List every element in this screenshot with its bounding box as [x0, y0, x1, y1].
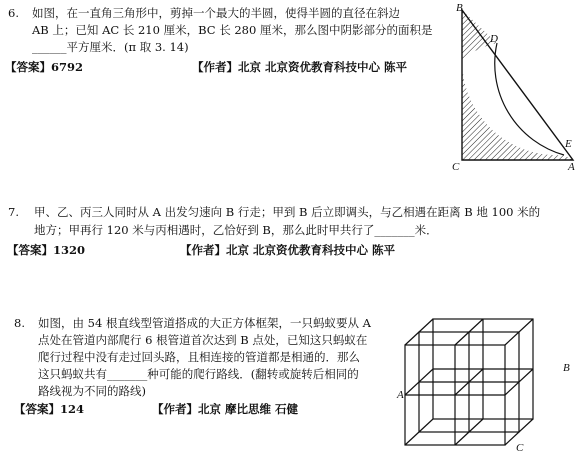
q6-answer: 【答案】6792 [5, 60, 84, 74]
q6-label-e: E [565, 138, 572, 150]
q7-text-line1: 甲、乙、丙三人同时从 A 出发匀速向 B 行走；甲到 B 后立即调头，与乙相遇在距离 B 地 100 米的 [34, 205, 541, 219]
q7-number: 7. [8, 205, 19, 219]
q7-text-line2: 地方；甲再行 120 米与丙相遇时，乙恰好到 B，那么此时甲共行了_______米． [34, 223, 438, 237]
q6-triangle-figure [452, 2, 575, 173]
q6-label-c: C [452, 161, 460, 173]
q8-author: 【作者】北京 摩比思维 石健 [152, 402, 299, 416]
q8-label-b: B [563, 362, 570, 374]
q6-number: 6. [8, 6, 19, 20]
q8-text-line2: 点处在管道内部爬行 6 根管道首次达到 B 点处，已知这只蚂蚁在 [38, 333, 368, 347]
q7-answer: 【答案】1320 [7, 243, 86, 257]
q6-label-a: A [568, 161, 575, 173]
q8-text-line5: 路线视为不同的路线) [38, 384, 146, 398]
q8-label-a: A [397, 389, 404, 401]
q8-text-line4: 这只蚂蚁共有_______种可能的爬行路线．(翻转或旋转后相同的 [38, 367, 359, 381]
q7-author: 【作者】北京 北京资优教育科技中心 陈平 [180, 243, 396, 257]
q8-text-line3: 爬行过程中没有走过回头路，且相连接的管道都是相通的．那么 [38, 350, 360, 364]
q6-semicircle [495, 43, 564, 155]
q6-text-line3: ______平方厘米．(π 取 3. 14) [32, 40, 189, 54]
q8-number: 8. [14, 316, 25, 330]
q6-text-line2: AB 上；已知 AC 长 210 厘米，BC 长 280 厘米，那么图中阴影部分的面积是 [32, 23, 433, 37]
q6-label-d: D [490, 33, 498, 45]
q8-answer: 【答案】124 [14, 402, 85, 416]
q8-text-line1: 如图，由 54 根直线型管道搭成的大正方体框架，一只蚂蚁要从 A [38, 316, 371, 330]
q6-text-line1: 如图，在一直角三角形中，剪掉一个最大的半圆，使得半圆的直径在斜边 [32, 6, 400, 20]
q6-label-b: B [456, 2, 463, 14]
q8-label-c: C [516, 442, 524, 453]
q6-author: 【作者】北京 北京资优教育科技中心 陈平 [192, 60, 408, 74]
q8-cube-figure [405, 319, 533, 445]
